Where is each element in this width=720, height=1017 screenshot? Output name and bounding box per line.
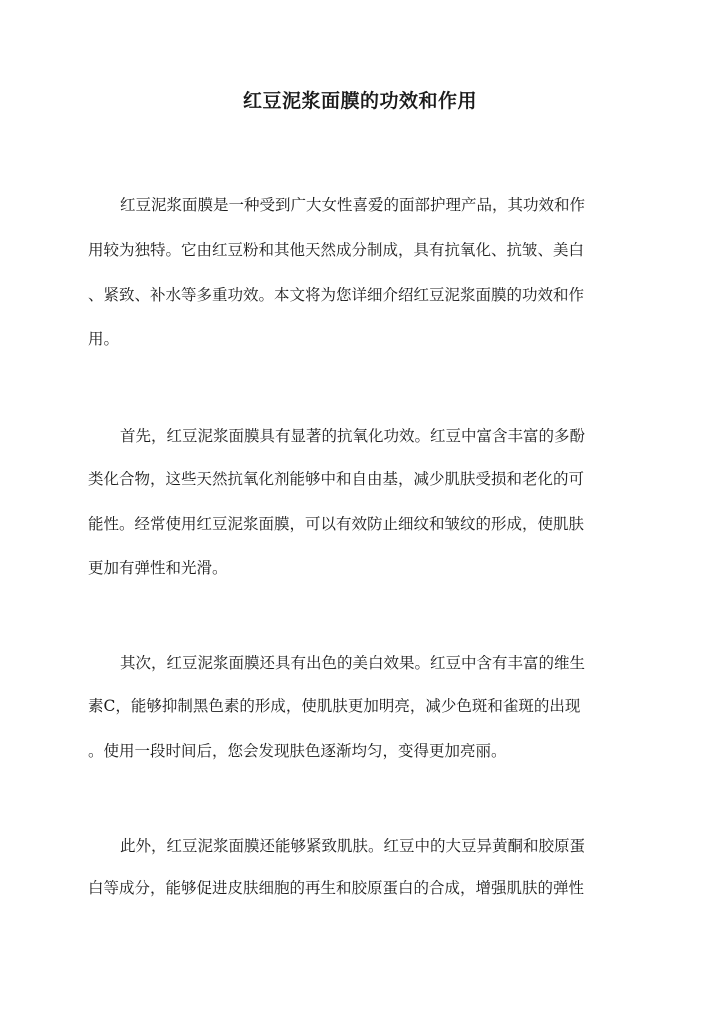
paragraph-line: 白等成分，能够促进皮肤细胞的再生和胶原蛋白的合成，增强肌肤的弹性 [88,879,585,897]
paragraph-line: 类化合物，这些天然抗氧化剂能够中和自由基，减少肌肤受损和老化的可 [88,470,585,488]
paragraph-line: 红豆泥浆面膜是一种受到广大女性喜爱的面部护理产品，其功效和作 [120,196,586,214]
paragraph-line: 首先，红豆泥浆面膜具有显著的抗氧化功效。红豆中富含丰富的多酚 [120,427,586,445]
paragraph-line: 用较为独特。它由红豆粉和其他天然成分制成，具有抗氧化、抗皱、美白 [88,241,585,259]
paragraph-line: 能性。经常使用红豆泥浆面膜，可以有效防止细纹和皱纹的形成，使肌肤 [88,515,585,533]
paragraph-line: 、紧致、补水等多重功效。本文将为您详细介绍红豆泥浆面膜的功效和作 [88,286,585,304]
paragraph-line: 其次，红豆泥浆面膜还具有出色的美白效果。红豆中含有丰富的维生 [120,654,586,672]
paragraph-line: 素C，能够抑制黑色素的形成，使肌肤更加明亮，减少色斑和雀斑的出现 [88,697,581,715]
paragraph-line: 更加有弹性和光滑。 [88,559,228,577]
document-title: 红豆泥浆面膜的功效和作用 [242,90,477,112]
paragraph-line: 此外，红豆泥浆面膜还能够紧致肌肤。红豆中的大豆异黄酮和胶原蛋 [120,837,586,855]
paragraph-line: 。使用一段时间后，您会发现肤色逐渐均匀，变得更加亮丽。 [88,742,507,760]
paragraph-line: 用。 [88,330,120,348]
